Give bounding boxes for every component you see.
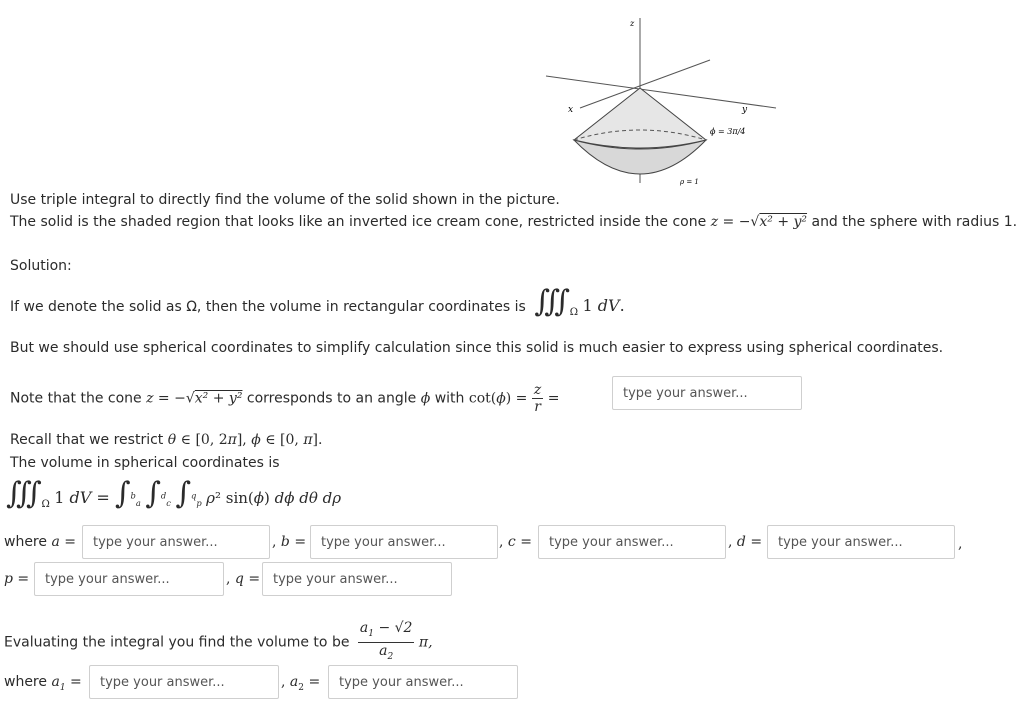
rho-label: ρ = 1 [680,178,699,186]
comma: , [958,536,963,552]
where2-label: where $a_1$ = [4,674,82,693]
theta-phi-range: θ ∈ [0, 2π], ϕ ∈ [0, π]. [167,432,323,448]
rect-coord-text: If we denote the solid as Ω, then the volume in rectangular coordinates is [10,299,526,315]
intro-line-1: Use triple integral to directly find the volume of the solid shown in the picture. [10,192,560,208]
z-over-r-fraction: $\frac{z}{r}$ [533,382,542,415]
a-input[interactable] [82,525,270,559]
recall-prefix: Recall that we restrict [10,432,164,448]
z-axis-label: z [630,19,635,28]
intro-line-2-prefix: The solid is the shaded region that looks like an inverted ice cream cone, restricted inside the cone [10,214,707,230]
solution-heading: Solution: [10,258,72,274]
note-with: with [434,390,465,407]
recall-line [10,432,322,448]
evaluating-text: Evaluating the integral you find the volume to be [4,634,350,651]
cone-surface [574,88,706,148]
cot-answer-input[interactable] [612,376,802,410]
cot-expression: cot(ϕ) = [468,390,532,407]
a1-input[interactable] [89,665,279,699]
y-axis-label: y [742,105,748,115]
q-input[interactable] [262,562,452,596]
d-input[interactable] [767,525,955,559]
spherical-integral: $∭_\Omega$ 1 dV = ∫$^b_a$ ∫$^d_c$ ∫$^q_p$ ρ² sin(ϕ) dϕ dθ dρ [6,476,342,511]
b-label: , b = [272,534,307,550]
b-input[interactable] [310,525,498,559]
cone-equation: z = −√x² + y² [710,214,808,230]
q-label: , q = [226,571,261,587]
triple-integral-rect: $∭_\Omega$ 1 dV. [534,284,625,319]
y-axis-line [546,76,776,108]
note-line: Note that the cone z = −√x² + y² corresponds to an angle ϕ with cot(ϕ) = $\frac{z}{r}$ = [10,382,560,415]
c-label: , c = [499,534,532,550]
c-input[interactable] [538,525,726,559]
a2-label: , $a_2$ = [281,674,321,693]
where-text: where [4,534,47,550]
volume-text: The volume in spherical coordinates is [10,455,280,471]
note-cone-equation: z = −√x² + y² [146,390,243,407]
rect-coord-line [10,284,625,319]
spherical-text: But we should use spherical coordinates to simplify calculation since this solid is much easier to express using spherical coordinates. [10,340,944,356]
x-axis-label: x [568,105,574,115]
evaluating-line: Evaluating the integral you find the volume to be $\frac{a_1 - √2}{a_2}$ π, [4,620,433,665]
where2-text: where [4,674,47,690]
d-label: , d = [728,534,763,550]
intro-line-2-suffix: and the sphere with radius 1. [811,214,1018,230]
where-label: where a = [4,534,76,550]
cone-figure [540,8,780,196]
a2-input[interactable] [328,665,518,699]
phi-symbol: ϕ [420,390,435,407]
note-prefix: Note that the cone [10,390,142,407]
p-label: p = [4,571,30,587]
note-mid: corresponds to an angle [246,390,417,407]
p-input[interactable] [34,562,224,596]
phi-angle-label: ϕ = 3π/4 [710,127,746,136]
volume-fraction: $\frac{a_1 - √2}{a_2}$ [359,620,413,662]
intro-line-2 [10,214,1017,230]
